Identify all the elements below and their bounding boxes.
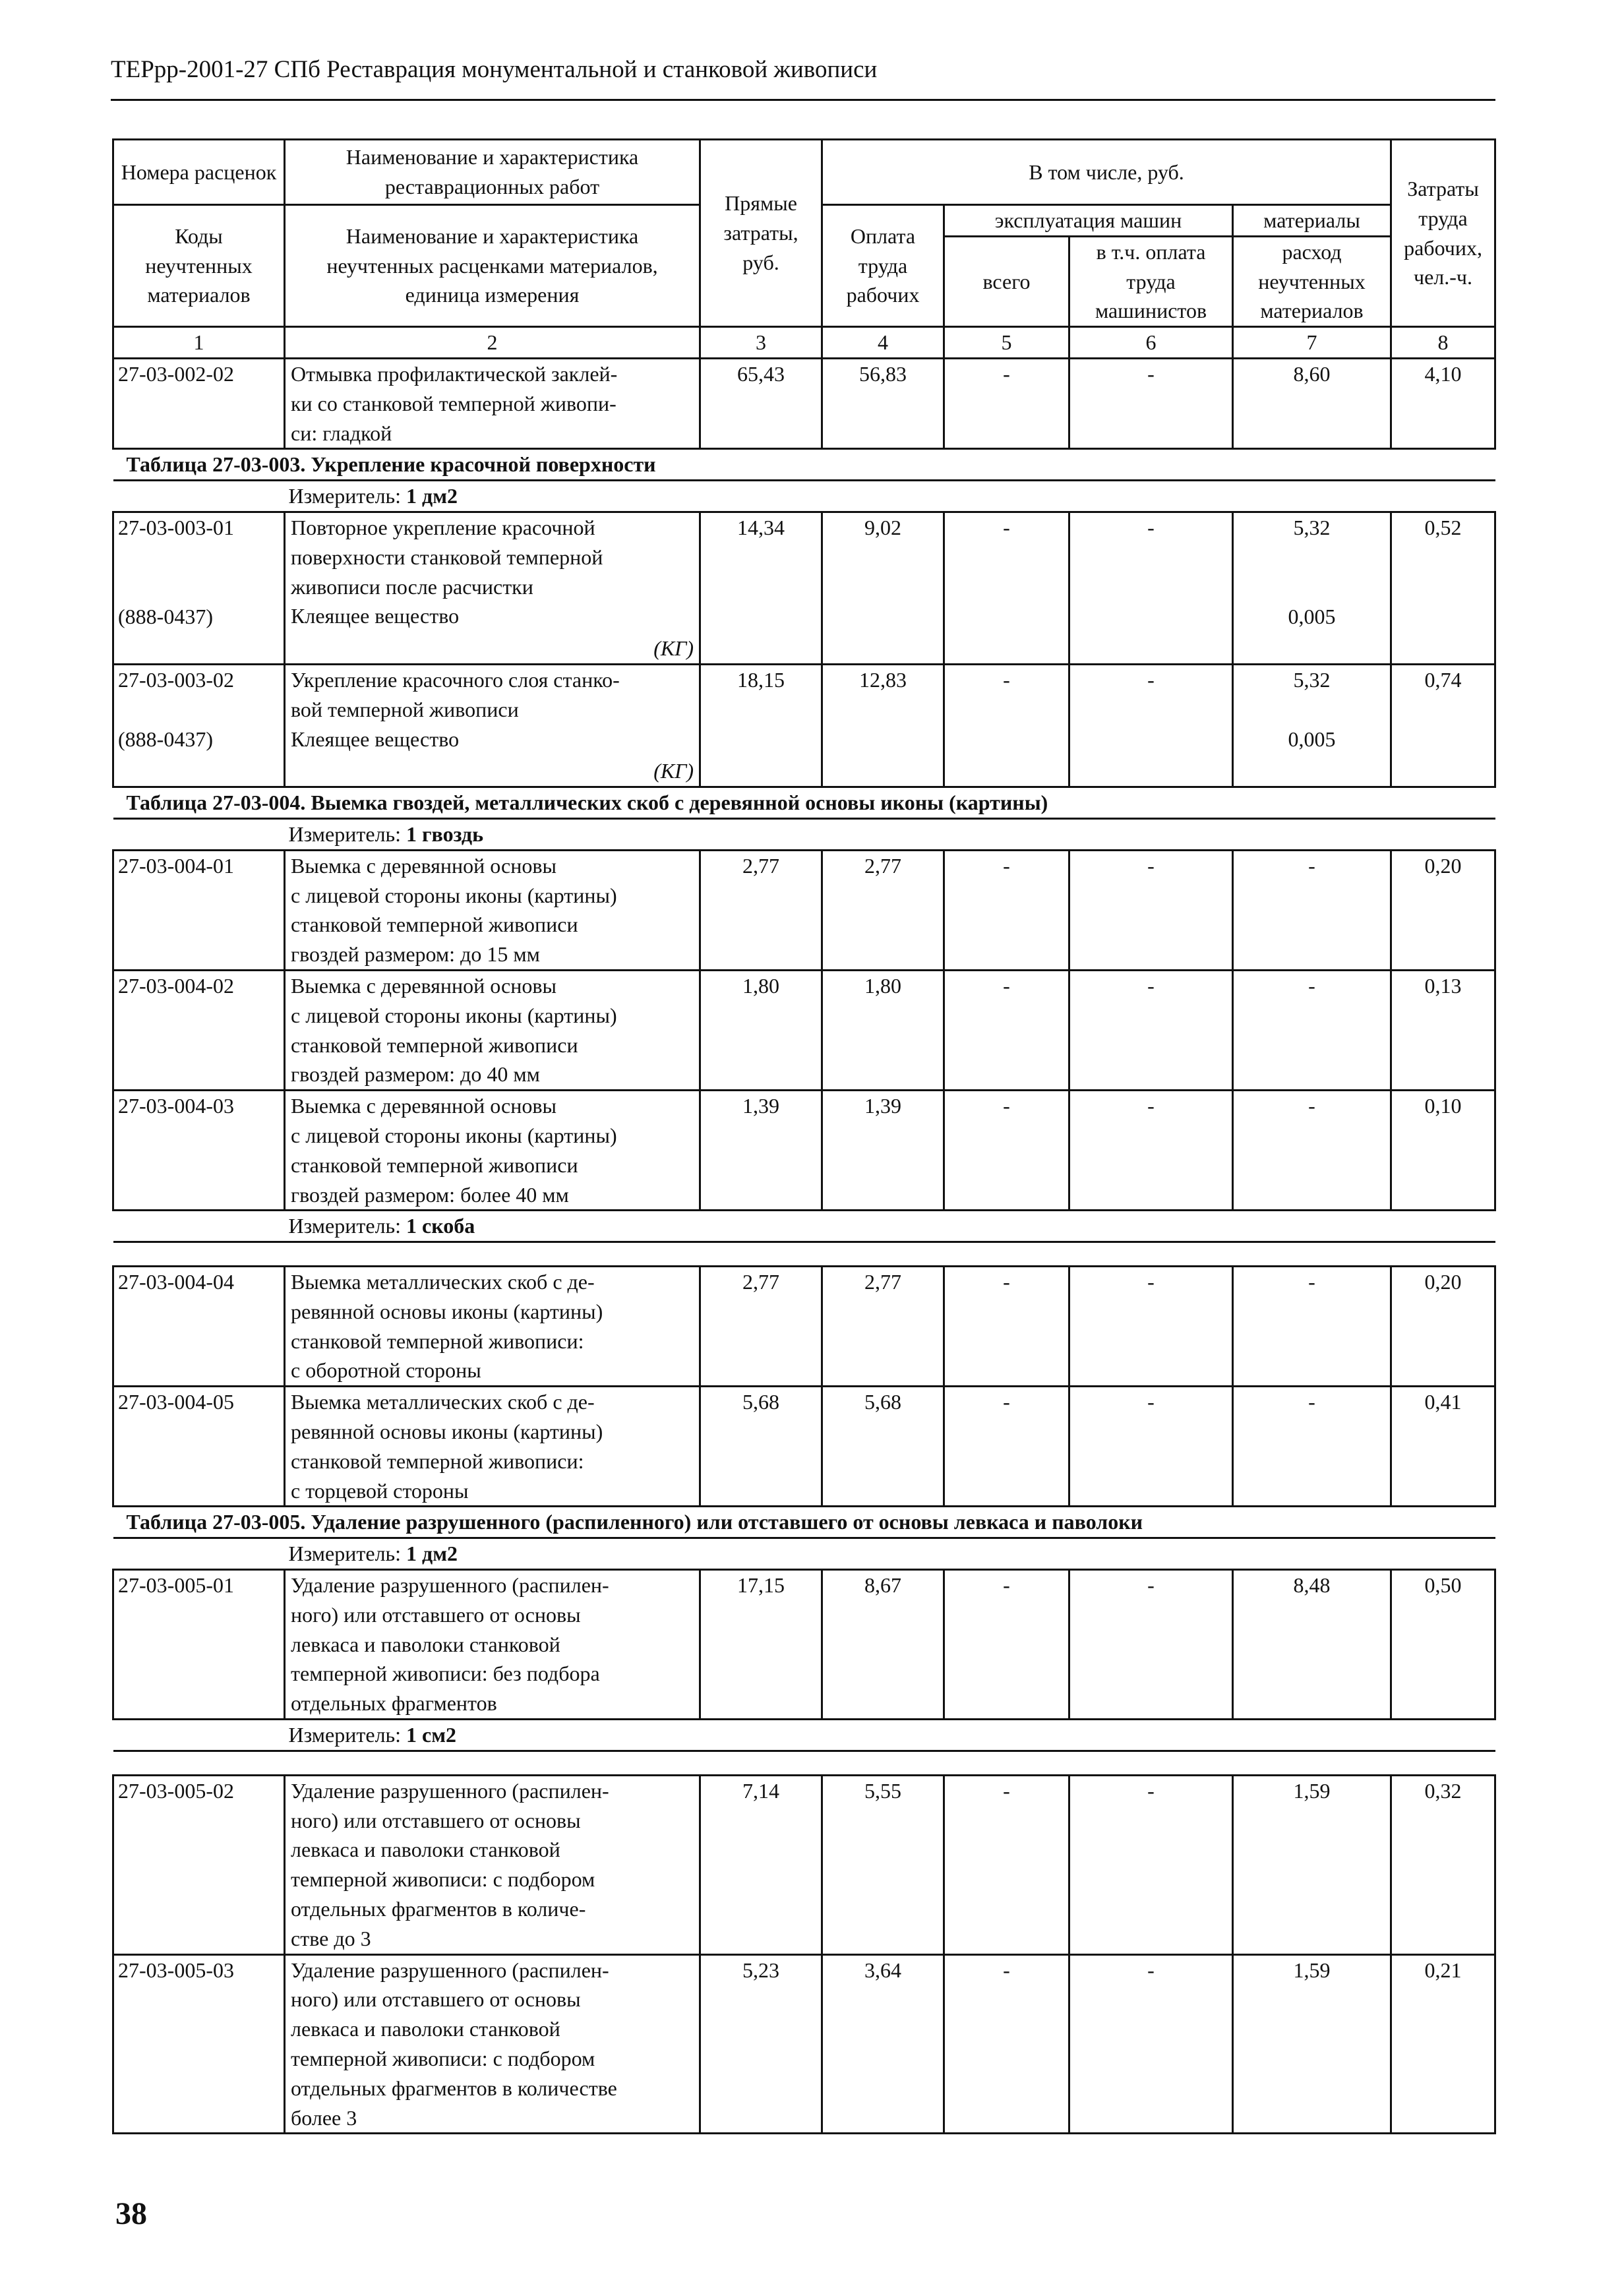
- materials-cost: -: [1233, 1091, 1391, 1211]
- machine-total: -: [944, 1775, 1069, 1954]
- materials-cost-value: 5,32: [1293, 667, 1331, 692]
- machine-labor: -: [1069, 1267, 1233, 1387]
- machine-total: -: [944, 512, 1069, 664]
- rate-name-line: станковой темперной живописи: [291, 1153, 578, 1177]
- table-row: [113, 1954, 1495, 2134]
- rate-name-line: живописи после расчистки: [291, 574, 533, 599]
- rate-group-004b: [113, 1267, 1495, 1507]
- materials-cost: 1,59: [1233, 1954, 1391, 2134]
- labor-pay: 3,64: [822, 1954, 944, 2134]
- rate-name-line: поверхности станковой темперной: [291, 545, 603, 569]
- section-title: Таблица 27-03-004. Выемка гвоздей, металлических скоб с деревянной основы иконы (картины): [126, 791, 1048, 815]
- table-row: [113, 1570, 1495, 1720]
- header-name-materials: Наименование и характеристика неучтенных расценками материалов, единица измерения: [285, 205, 700, 327]
- materials-cost: 1,59: [1233, 1775, 1391, 1954]
- labor-hours: 0,50: [1391, 1570, 1495, 1720]
- rate-group-003: [113, 512, 1495, 787]
- section-004-unit-2: [113, 1211, 1495, 1267]
- rate-name: [285, 512, 700, 664]
- section-004-title: [113, 787, 1495, 819]
- unit-line: [113, 1720, 1495, 1750]
- section-003-unit: [113, 481, 1495, 512]
- direct-cost: 18,15: [700, 664, 822, 787]
- labor-pay: 2,77: [822, 1267, 944, 1387]
- page-number: 38: [115, 2196, 147, 2231]
- rate-code: 27-03-004-05: [113, 1387, 285, 1507]
- rate-code: 27-03-004-02: [113, 970, 285, 1090]
- rate-name-line: станковой темперной живописи:: [291, 1449, 584, 1473]
- machine-total: -: [944, 1570, 1069, 1720]
- rate-name: [285, 850, 700, 970]
- labor-hours: 0,10: [1391, 1091, 1495, 1211]
- table-row: [113, 1091, 1495, 1211]
- materials-cost: -: [1233, 1387, 1391, 1507]
- labor-pay: 56,83: [822, 358, 944, 448]
- header-rate-numbers: Номера расценок: [113, 140, 285, 205]
- materials-cost: 8,48: [1233, 1570, 1391, 1720]
- rate-name: [285, 358, 700, 448]
- labor-pay: 9,02: [822, 512, 944, 664]
- header-machine-ops: эксплуатация машин: [944, 205, 1233, 237]
- rate-code-value: 27-03-003-01: [118, 515, 234, 539]
- rate-code: 27-03-005-01: [113, 1570, 285, 1720]
- material-unit: (КГ): [653, 636, 694, 661]
- machine-total: -: [944, 1091, 1069, 1211]
- rate-name-line: более 3: [291, 2105, 357, 2130]
- labor-pay: 8,67: [822, 1570, 944, 1720]
- direct-cost: 17,15: [700, 1570, 822, 1720]
- machine-labor: -: [1069, 664, 1233, 787]
- section-005-unit-1: [113, 1538, 1495, 1570]
- rate-name: [285, 1387, 700, 1507]
- header-including: В том числе, руб.: [822, 140, 1391, 205]
- rate-name-line: си: гладкой: [291, 421, 392, 445]
- rate-name-line: темперной живописи: с подбором: [291, 2047, 595, 2071]
- table-row: [113, 664, 1495, 787]
- rate-name: [285, 1267, 700, 1387]
- rate-code: [113, 512, 285, 664]
- unit-line: [113, 1539, 1495, 1569]
- materials-cost: -: [1233, 970, 1391, 1090]
- rate-name-line: Повторное укрепление красочной: [291, 515, 595, 539]
- col-number: 1: [113, 327, 285, 359]
- labor-pay: 12,83: [822, 664, 944, 787]
- labor-hours: 0,74: [1391, 664, 1495, 787]
- table-row: [113, 1387, 1495, 1507]
- machine-total: -: [944, 850, 1069, 970]
- material-code: (888-0437): [118, 727, 213, 751]
- header-direct-costs: Прямые затраты, руб.: [700, 140, 822, 327]
- unit-label: Измеритель:: [288, 1723, 402, 1747]
- unit-value: 1 дм2: [406, 1542, 458, 1566]
- unit-label: Измеритель:: [288, 822, 402, 846]
- rate-name: [285, 1570, 700, 1720]
- rate-name-line: станковой темперной живописи:: [291, 1329, 584, 1353]
- section-003-title: [113, 449, 1495, 481]
- section-005-unit-2: [113, 1720, 1495, 1776]
- table-header: [113, 140, 1495, 359]
- machine-labor: -: [1069, 1091, 1233, 1211]
- rate-name: [285, 664, 700, 787]
- rate-code: 27-03-005-02: [113, 1775, 285, 1954]
- rate-code: 27-03-004-04: [113, 1267, 285, 1387]
- unit-label: Измеритель:: [288, 1214, 402, 1238]
- rate-name: [285, 1775, 700, 1954]
- section-title: Таблица 27-03-003. Укрепление красочной поверхности: [126, 452, 656, 477]
- machine-total: -: [944, 1267, 1069, 1387]
- materials-cost: [1233, 664, 1391, 787]
- labor-hours: 0,32: [1391, 1775, 1495, 1954]
- rate-name-line: ного) или отставшего от основы: [291, 1602, 581, 1627]
- rate-name-line: Укрепление красочного слоя станко-: [291, 667, 620, 692]
- labor-hours: 0,52: [1391, 512, 1495, 664]
- rate-name-line: ки со станковой темперной живопи-: [291, 391, 617, 415]
- rate-code: 27-03-004-01: [113, 850, 285, 970]
- machine-labor: -: [1069, 1387, 1233, 1507]
- rate-name-line: Отмывка профилактической заклей-: [291, 361, 618, 386]
- col-number: 7: [1233, 327, 1391, 359]
- labor-hours: 0,13: [1391, 970, 1495, 1090]
- material-name: Клеящее вещество: [291, 727, 460, 751]
- machine-labor: -: [1069, 1570, 1233, 1720]
- labor-hours: 0,41: [1391, 1387, 1495, 1507]
- labor-pay: 1,39: [822, 1091, 944, 1211]
- rate-name-line: Выемка с деревянной основы: [291, 1094, 556, 1118]
- rates-table-wrapper: [112, 138, 1494, 2134]
- unit-line: [113, 481, 1495, 511]
- machine-total: -: [944, 970, 1069, 1090]
- labor-pay: 5,55: [822, 1775, 944, 1954]
- rate-code-value: 27-03-003-02: [118, 667, 234, 692]
- material-unit: (КГ): [653, 759, 694, 783]
- rate-name-line: Выемка с деревянной основы: [291, 853, 556, 878]
- machine-total: -: [944, 1387, 1069, 1507]
- rate-name-line: с лицевой стороны иконы (картины): [291, 1123, 617, 1147]
- rate-name-line: Удаление разрушенного (распилен-: [291, 1958, 609, 1982]
- labor-hours: 0,21: [1391, 1954, 1495, 2134]
- materials-cost: -: [1233, 1267, 1391, 1387]
- col-number: 2: [285, 327, 700, 359]
- machine-labor: -: [1069, 850, 1233, 970]
- header-labor-pay: Оплата труда рабочих: [822, 205, 944, 327]
- direct-cost: 14,34: [700, 512, 822, 664]
- header-material-codes: Коды неучтенных материалов: [113, 205, 285, 327]
- rate-group-004a: [113, 850, 1495, 1211]
- rate-name-line: левкаса и паволоки станковой: [291, 1838, 560, 1862]
- col-number: 6: [1069, 327, 1233, 359]
- machine-labor: -: [1069, 358, 1233, 448]
- machine-labor: -: [1069, 512, 1233, 664]
- rate-name-line: Удаление разрушенного (распилен-: [291, 1573, 609, 1598]
- rate-name-line: ревянной основы иконы (картины): [291, 1299, 603, 1323]
- col-number: 3: [700, 327, 822, 359]
- rate-name-line: гвоздей размером: более 40 мм: [291, 1182, 569, 1207]
- direct-cost: 1,80: [700, 970, 822, 1090]
- rate-code: 27-03-005-03: [113, 1954, 285, 2134]
- unit-label: Измеритель:: [288, 1542, 402, 1566]
- machine-labor: -: [1069, 970, 1233, 1090]
- rate-name-line: с лицевой стороны иконы (картины): [291, 883, 617, 907]
- header-machine-labor: в т.ч. оплата труда машинистов: [1069, 236, 1233, 326]
- machine-labor: -: [1069, 1954, 1233, 2134]
- machine-total: -: [944, 1954, 1069, 2134]
- rate-group-005a: [113, 1570, 1495, 1720]
- direct-cost: 2,77: [700, 850, 822, 970]
- unit-value: 1 дм2: [406, 484, 458, 508]
- direct-cost: 65,43: [700, 358, 822, 448]
- rate-name-line: ного) или отставшего от основы: [291, 1808, 581, 1832]
- rate-name-line: станковой темперной живописи: [291, 1033, 578, 1057]
- rate-code: 27-03-004-03: [113, 1091, 285, 1211]
- labor-pay: 1,80: [822, 970, 944, 1090]
- rate-name-line: станковой темперной живописи: [291, 913, 578, 937]
- rate-name-line: отдельных фрагментов в количестве: [291, 2076, 617, 2100]
- rate-name-line: ного) или отставшего от основы: [291, 1987, 581, 2012]
- section-005-title: [113, 1507, 1495, 1538]
- direct-cost: 7,14: [700, 1775, 822, 1954]
- rate-name-line: левкаса и паволоки станковой: [291, 1632, 560, 1656]
- rate-name-line: отдельных фрагментов в количе-: [291, 1897, 586, 1921]
- materials-cost: 8,60: [1233, 358, 1391, 448]
- unit-label: Измеритель:: [288, 484, 402, 508]
- labor-pay: 5,68: [822, 1387, 944, 1507]
- direct-cost: 5,68: [700, 1387, 822, 1507]
- rate-name-line: темперной живописи: без подбора: [291, 1662, 600, 1686]
- rate-name-line: с оборотной стороны: [291, 1358, 481, 1383]
- rate-name-line: отдельных фрагментов: [291, 1691, 497, 1716]
- rate-group-002: [113, 358, 1495, 448]
- col-number: 5: [944, 327, 1069, 359]
- col-number: 8: [1391, 327, 1495, 359]
- rate-name-line: с лицевой стороны иконы (картины): [291, 1003, 617, 1027]
- unit-line: [113, 820, 1495, 849]
- rate-name-line: гвоздей размером: до 40 мм: [291, 1062, 540, 1087]
- labor-hours: 0,20: [1391, 1267, 1495, 1387]
- page-header-title: ТЕРрр-2001-27 СПб Реставрация монументальной и станковой живописи: [111, 56, 878, 83]
- rate-name: [285, 1954, 700, 2134]
- direct-cost: 1,39: [700, 1091, 822, 1211]
- rate-name-line: темперной живописи: с подбором: [291, 1867, 595, 1892]
- labor-hours: 0,20: [1391, 850, 1495, 970]
- section-004-unit-1: [113, 818, 1495, 850]
- rate-name-line: Выемка металлических скоб с де-: [291, 1270, 595, 1294]
- rate-name-line: ревянной основы иконы (картины): [291, 1420, 603, 1444]
- header-rule: [111, 99, 1495, 101]
- materials-cost-value: 5,32: [1293, 515, 1331, 539]
- rate-group-005b: [113, 1775, 1495, 2134]
- machine-total: -: [944, 358, 1069, 448]
- unit-value: 1 гвоздь: [406, 822, 483, 846]
- header-name-works: Наименование и характеристика реставрационных работ: [285, 140, 700, 205]
- column-number-row: [113, 327, 1495, 359]
- table-row: [113, 512, 1495, 664]
- unit-value: 1 см2: [406, 1723, 457, 1747]
- rate-name: [285, 970, 700, 1090]
- header-labor-cost: Затраты труда рабочих, чел.-ч.: [1391, 140, 1495, 327]
- materials-cost: -: [1233, 850, 1391, 970]
- col-number: 4: [822, 327, 944, 359]
- material-code: (888-0437): [118, 604, 213, 628]
- rate-code: 27-03-002-02: [113, 358, 285, 448]
- header-machine-total: всего: [944, 236, 1069, 326]
- table-row: [113, 1267, 1495, 1387]
- machine-labor: -: [1069, 1775, 1233, 1954]
- material-quantity: 0,005: [1288, 604, 1336, 628]
- table-row: [113, 1775, 1495, 1954]
- table-row: [113, 850, 1495, 970]
- rate-name-line: гвоздей размером: до 15 мм: [291, 942, 540, 967]
- labor-hours: 4,10: [1391, 358, 1495, 448]
- table-row: [113, 358, 1495, 448]
- header-materials: материалы: [1233, 205, 1391, 237]
- table-row: [113, 970, 1495, 1090]
- rates-table: [112, 138, 1496, 2134]
- rate-name-line: вой темперной живописи: [291, 697, 519, 721]
- machine-total: -: [944, 664, 1069, 787]
- material-name: Клеящее вещество: [291, 604, 460, 628]
- rate-name-line: с торцевой стороны: [291, 1478, 469, 1503]
- direct-cost: 5,23: [700, 1954, 822, 2134]
- rate-code: [113, 664, 285, 787]
- rate-name: [285, 1091, 700, 1211]
- section-title: Таблица 27-03-005. Удаление разрушенного (распиленного) или отставшего от основы левкаса и паволоки: [126, 1510, 1143, 1534]
- unit-value: 1 скоба: [406, 1214, 475, 1238]
- material-quantity: 0,005: [1288, 727, 1336, 751]
- rate-name-line: стве до 3: [291, 1926, 371, 1950]
- unit-line: [113, 1211, 1495, 1241]
- rate-name-line: Удаление разрушенного (распилен-: [291, 1778, 609, 1803]
- materials-cost: [1233, 512, 1391, 664]
- rate-name-line: Выемка металлических скоб с де-: [291, 1390, 595, 1414]
- rate-name-line: Выемка с деревянной основы: [291, 973, 556, 998]
- header-material-use: расход неучтенных материалов: [1233, 236, 1391, 326]
- rate-name-line: левкаса и паволоки станковой: [291, 2017, 560, 2041]
- direct-cost: 2,77: [700, 1267, 822, 1387]
- labor-pay: 2,77: [822, 850, 944, 970]
